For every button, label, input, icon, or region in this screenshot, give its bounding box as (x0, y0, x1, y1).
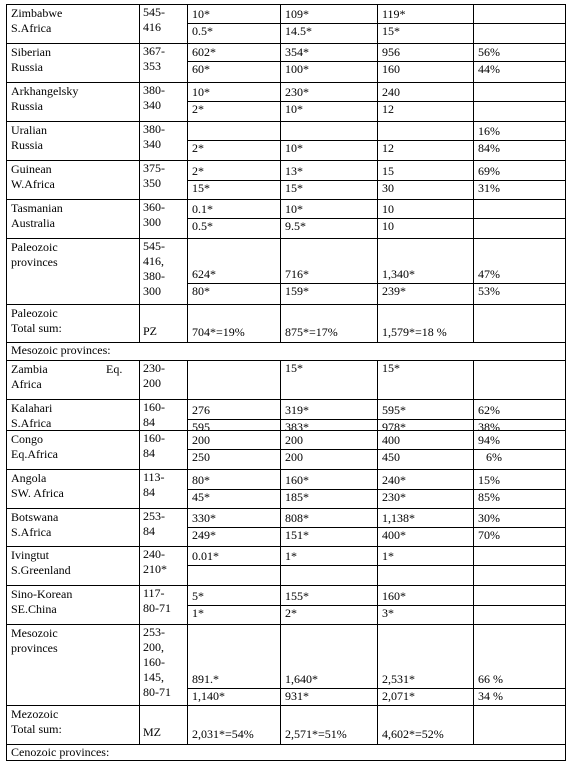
cell-name: Sino-Korean (11, 587, 73, 601)
cell-col-b: 100* (285, 62, 309, 76)
column-divider (139, 546, 140, 585)
cell-col-c: 2,531* (382, 672, 415, 686)
cell-col-a: 602* (192, 45, 216, 59)
column-divider (473, 430, 474, 469)
cell-col-c: 15 (382, 164, 394, 178)
cell-share: 38% (478, 420, 500, 434)
cell-col-c: 956 (382, 45, 400, 59)
cell-age: 253- (143, 625, 165, 639)
cell-col-a: 1,140* (192, 689, 225, 703)
cell-age: 380- (143, 269, 165, 283)
column-divider (139, 43, 140, 82)
cell-age: 240- (143, 547, 165, 561)
column-divider (139, 508, 140, 546)
column-divider (473, 546, 474, 585)
column-divider (187, 199, 188, 238)
cell-share: 44% (478, 62, 500, 76)
table-right-border (565, 4, 566, 760)
cell-col-a: 2* (192, 164, 204, 178)
table-top-border (6, 4, 566, 5)
cell-col-c: 15* (382, 361, 400, 375)
cell-name: Mesozoic (11, 626, 58, 640)
cell-share: 84% (478, 141, 500, 155)
cell-age: 253- (143, 509, 165, 523)
cell-share: 47% (478, 267, 500, 281)
column-divider (377, 469, 378, 508)
column-divider (187, 585, 188, 624)
cell-name: SE.China (11, 602, 57, 616)
cell-col-b: 716* (285, 267, 309, 281)
cell-col-c: 1,138* (382, 511, 415, 525)
column-divider (280, 4, 281, 43)
column-divider (280, 304, 281, 342)
column-divider (139, 624, 140, 705)
cell-share: 30% (478, 511, 500, 525)
row-divider (6, 82, 566, 83)
cell-age: 375- (143, 161, 165, 175)
cell-age: 84 (143, 524, 155, 538)
column-divider (473, 399, 474, 430)
cell-name: Angola (11, 471, 47, 485)
cell-share: 94% (478, 433, 500, 447)
cell-age: 160- (143, 431, 165, 445)
cell-age: 380- (143, 83, 165, 97)
cell-col-b: 1* (285, 549, 297, 563)
cell-name: Arkhangelsky (11, 84, 79, 98)
cell-share: 85% (478, 490, 500, 504)
cell-col-c: 12 (382, 141, 394, 155)
column-divider (187, 4, 188, 43)
cell-col-b: 10* (285, 141, 303, 155)
cell-col-a: 10* (192, 85, 210, 99)
cell-col-a: 891.* (192, 672, 219, 686)
cell-age: 117- (143, 586, 165, 600)
cell-col-b: 9.5* (285, 219, 306, 233)
cell-name: Russia (11, 60, 44, 74)
column-divider (473, 360, 474, 399)
column-divider (139, 304, 140, 342)
cell-col-c: 160 (382, 62, 400, 76)
column-divider (280, 399, 281, 430)
cell-share: 34 % (478, 689, 503, 703)
cell-col-a: 0.5* (192, 24, 213, 38)
column-divider (280, 585, 281, 624)
cell-age: 84 (143, 415, 155, 429)
cell-col-b: 875*=17% (285, 325, 338, 339)
column-divider (187, 624, 188, 705)
cell-name: Russia (11, 99, 44, 113)
cell-col-c: 400 (382, 433, 400, 447)
cell-col-a: 2,031*=54% (192, 727, 254, 741)
cell-name: provinces (11, 641, 58, 655)
row-divider (6, 238, 566, 239)
cell-col-b: 1,640* (285, 672, 318, 686)
column-divider (187, 304, 188, 342)
cell-col-b: 159* (285, 284, 309, 298)
cell-col-a: 60* (192, 62, 210, 76)
cell-col-b: 185* (285, 490, 309, 504)
cell-col-b: 808* (285, 511, 309, 525)
cell-name: Mezozoic (11, 707, 59, 721)
cell-name: Guinean (11, 162, 52, 176)
column-divider (187, 546, 188, 585)
column-divider (377, 121, 378, 160)
cell-col-a: 0.5* (192, 219, 213, 233)
column-divider (377, 508, 378, 546)
cell-age: 340 (143, 137, 161, 151)
cell-share: 62% (478, 403, 500, 417)
column-divider (280, 199, 281, 238)
cell-col-c: 3* (382, 606, 394, 620)
cell-age: 230- (143, 361, 165, 375)
cell-col-a: 0.01* (192, 549, 219, 563)
cell-col-b: 200 (285, 450, 303, 464)
column-divider (139, 199, 140, 238)
table-left-border (6, 4, 7, 760)
column-divider (473, 585, 474, 624)
cell-col-b: 14.5* (285, 24, 312, 38)
row-divider (6, 508, 566, 509)
cell-age: 545- (143, 239, 165, 253)
cell-age: 367- (143, 44, 165, 58)
cell-col-a: 624* (192, 267, 216, 281)
cell-age: 84 (143, 446, 155, 460)
cell-name: S.Africa (11, 525, 52, 539)
cell-col-b: 230* (285, 85, 309, 99)
column-divider (377, 430, 378, 469)
column-divider (187, 430, 188, 469)
column-divider (280, 43, 281, 82)
row-divider (6, 121, 566, 122)
cell-name: Eq. (106, 362, 123, 376)
cell-share: 6% (486, 450, 502, 464)
column-divider (280, 508, 281, 546)
cell-col-b: 155* (285, 589, 309, 603)
column-divider (139, 705, 140, 744)
cell-name: Siberian (11, 45, 51, 59)
cell-col-a: 250 (192, 450, 210, 464)
cell-col-b: 2,571*=51% (285, 727, 347, 741)
cell-col-c: 595* (382, 403, 406, 417)
column-divider (280, 238, 281, 304)
cell-age: 160- (143, 655, 165, 669)
row-divider (6, 585, 566, 586)
cell-age: 350 (143, 176, 161, 190)
section-heading: Mesozoic provinces: (11, 343, 111, 357)
cell-col-a: 249* (192, 528, 216, 542)
cell-col-a: 2* (192, 102, 204, 116)
cell-name: S.Greenland (11, 563, 71, 577)
row-divider (6, 304, 566, 305)
cell-col-c: 12 (382, 102, 394, 116)
column-divider (473, 705, 474, 744)
cell-col-b: 200 (285, 433, 303, 447)
cell-share: 16% (478, 124, 500, 138)
cell-age: 200 (143, 376, 161, 390)
cell-col-c: 978* (382, 420, 406, 434)
cell-age: 80-71 (143, 601, 171, 615)
column-divider (187, 121, 188, 160)
cell-col-b: 10* (285, 202, 303, 216)
cell-col-a: 200 (192, 433, 210, 447)
cell-name: Australia (11, 216, 55, 230)
cell-col-a: 5* (192, 589, 204, 603)
cell-share: 69% (478, 164, 500, 178)
column-divider (377, 43, 378, 82)
cell-col-b: 383* (285, 420, 309, 434)
cell-col-c: 160* (382, 589, 406, 603)
cell-name: SW. Africa (11, 486, 64, 500)
column-divider (139, 360, 140, 399)
cell-name: Total sum: (11, 722, 62, 736)
cell-col-a: 595 (192, 420, 210, 434)
cell-name: S.Africa (11, 416, 52, 430)
column-divider (187, 238, 188, 304)
cell-col-b: 15* (285, 181, 303, 195)
column-divider (139, 121, 140, 160)
cell-name: Ivingtut (11, 548, 49, 562)
column-divider (280, 469, 281, 508)
cell-age: 360- (143, 200, 165, 214)
cell-age: 210* (143, 562, 167, 576)
column-divider (139, 399, 140, 430)
column-divider (473, 508, 474, 546)
cell-col-c: 240* (382, 473, 406, 487)
cell-age: 416 (143, 20, 161, 34)
column-divider (377, 585, 378, 624)
column-divider (280, 430, 281, 469)
cell-col-a: 15* (192, 181, 210, 195)
column-divider (187, 705, 188, 744)
column-divider (473, 238, 474, 304)
column-divider (377, 4, 378, 43)
column-divider (139, 82, 140, 121)
cell-age: 300 (143, 284, 161, 298)
column-divider (139, 238, 140, 304)
cell-col-c: 10 (382, 219, 394, 233)
cell-col-a: 80* (192, 284, 210, 298)
column-divider (187, 160, 188, 199)
cell-name: Paleozoic (11, 306, 58, 320)
column-divider (280, 705, 281, 744)
cell-name: Total sum: (11, 321, 62, 335)
column-divider (473, 199, 474, 238)
column-divider (377, 304, 378, 342)
column-divider (473, 469, 474, 508)
cell-name: Zimbabwe (11, 6, 63, 20)
cell-col-b: 109* (285, 7, 309, 21)
cell-col-c: 450 (382, 450, 400, 464)
cell-col-c: 119* (382, 7, 406, 21)
cell-name: Uralian (11, 123, 47, 137)
column-divider (187, 43, 188, 82)
row-divider (6, 399, 566, 400)
row-divider (6, 160, 566, 161)
cell-name: Paleozoic (11, 240, 58, 254)
cell-name: provinces (11, 255, 58, 269)
cell-name: Zambia (11, 362, 48, 376)
cell-share: 31% (478, 181, 500, 195)
cell-name: Tasmanian (11, 201, 63, 215)
cell-share: 56% (478, 45, 500, 59)
cell-col-c: 1,340* (382, 267, 415, 281)
cell-age: 160- (143, 400, 165, 414)
cell-name: Africa (11, 377, 42, 391)
cell-age: 300 (143, 215, 161, 229)
cell-col-c: 2,071* (382, 689, 415, 703)
cell-age: 113- (143, 470, 165, 484)
column-divider (139, 160, 140, 199)
cell-col-c: 4,602*=52% (382, 727, 444, 741)
cell-col-b: 10* (285, 102, 303, 116)
cell-share: 53% (478, 284, 500, 298)
row-divider (6, 199, 566, 200)
column-divider (377, 399, 378, 430)
column-divider (280, 121, 281, 160)
cell-name: Botswana (11, 510, 59, 524)
cell-name: Kalahari (11, 401, 53, 415)
column-divider (473, 160, 474, 199)
cell-col-a: 2* (192, 141, 204, 155)
cell-col-c: 230* (382, 490, 406, 504)
column-divider (280, 360, 281, 399)
column-divider (473, 624, 474, 705)
cell-col-c: 15* (382, 24, 400, 38)
cell-share: 70% (478, 528, 500, 542)
column-divider (187, 360, 188, 399)
cell-col-b: 15* (285, 361, 303, 375)
cell-col-c: 10 (382, 202, 394, 216)
row-divider (6, 546, 566, 547)
cell-age: 145, (143, 670, 164, 684)
cell-col-c: 239* (382, 284, 406, 298)
cell-col-b: 160* (285, 473, 309, 487)
cell-col-a: 80* (192, 473, 210, 487)
cell-name: S.Africa (11, 21, 52, 35)
column-divider (473, 304, 474, 342)
cell-name: W.Africa (11, 177, 55, 191)
cell-col-c: 400* (382, 528, 406, 542)
cell-age: PZ (143, 324, 158, 338)
column-divider (377, 160, 378, 199)
cell-col-a: 0.1* (192, 202, 213, 216)
column-divider (139, 4, 140, 43)
cell-age: 340 (143, 98, 161, 112)
column-divider (473, 4, 474, 43)
row-divider (6, 469, 566, 470)
column-divider (187, 508, 188, 546)
cell-col-a: 330* (192, 511, 216, 525)
cell-age: MZ (143, 725, 161, 739)
cell-col-b: 2* (285, 606, 297, 620)
cell-col-a: 704*=19% (192, 325, 245, 339)
column-divider (280, 160, 281, 199)
cell-col-c: 240 (382, 85, 400, 99)
cell-col-b: 931* (285, 689, 309, 703)
row-divider (6, 624, 566, 625)
cell-col-c: 1* (382, 549, 394, 563)
cell-name: Russia (11, 138, 44, 152)
cell-col-b: 354* (285, 45, 309, 59)
cell-col-b: 151* (285, 528, 309, 542)
cell-name: Eq.Africa (11, 447, 58, 461)
column-divider (377, 546, 378, 585)
row-divider (6, 705, 566, 706)
cell-col-b: 13* (285, 164, 303, 178)
column-divider (280, 624, 281, 705)
column-divider (377, 82, 378, 121)
column-divider (377, 624, 378, 705)
column-divider (187, 399, 188, 430)
column-divider (280, 82, 281, 121)
column-divider (187, 469, 188, 508)
cell-col-a: 1* (192, 606, 204, 620)
cell-age: 416, (143, 254, 164, 268)
column-divider (473, 43, 474, 82)
column-divider (377, 238, 378, 304)
cell-col-a: 10* (192, 7, 210, 21)
cell-col-a: 276 (192, 403, 210, 417)
cell-col-c: 1,579*=18 % (382, 325, 447, 339)
cell-col-b: 319* (285, 403, 309, 417)
column-divider (473, 121, 474, 160)
column-divider (280, 546, 281, 585)
cell-age: 545- (143, 5, 165, 19)
column-divider (139, 469, 140, 508)
cell-name: Congo (11, 432, 44, 446)
cell-age: 353 (143, 59, 161, 73)
cell-share: 15% (478, 473, 500, 487)
column-divider (473, 82, 474, 121)
column-divider (377, 705, 378, 744)
cell-share: 66 % (478, 672, 503, 686)
cell-age: 84 (143, 485, 155, 499)
row-divider (6, 43, 566, 44)
cell-col-c: 30 (382, 181, 394, 195)
column-divider (377, 199, 378, 238)
cell-age: 80-71 (143, 685, 171, 699)
column-divider (139, 585, 140, 624)
column-divider (377, 360, 378, 399)
section-heading: Cenozoic provinces: (11, 745, 110, 759)
column-divider (187, 82, 188, 121)
cell-col-a: 45* (192, 490, 210, 504)
cell-age: 200, (143, 640, 164, 654)
column-divider (139, 430, 140, 469)
cell-age: 380- (143, 122, 165, 136)
